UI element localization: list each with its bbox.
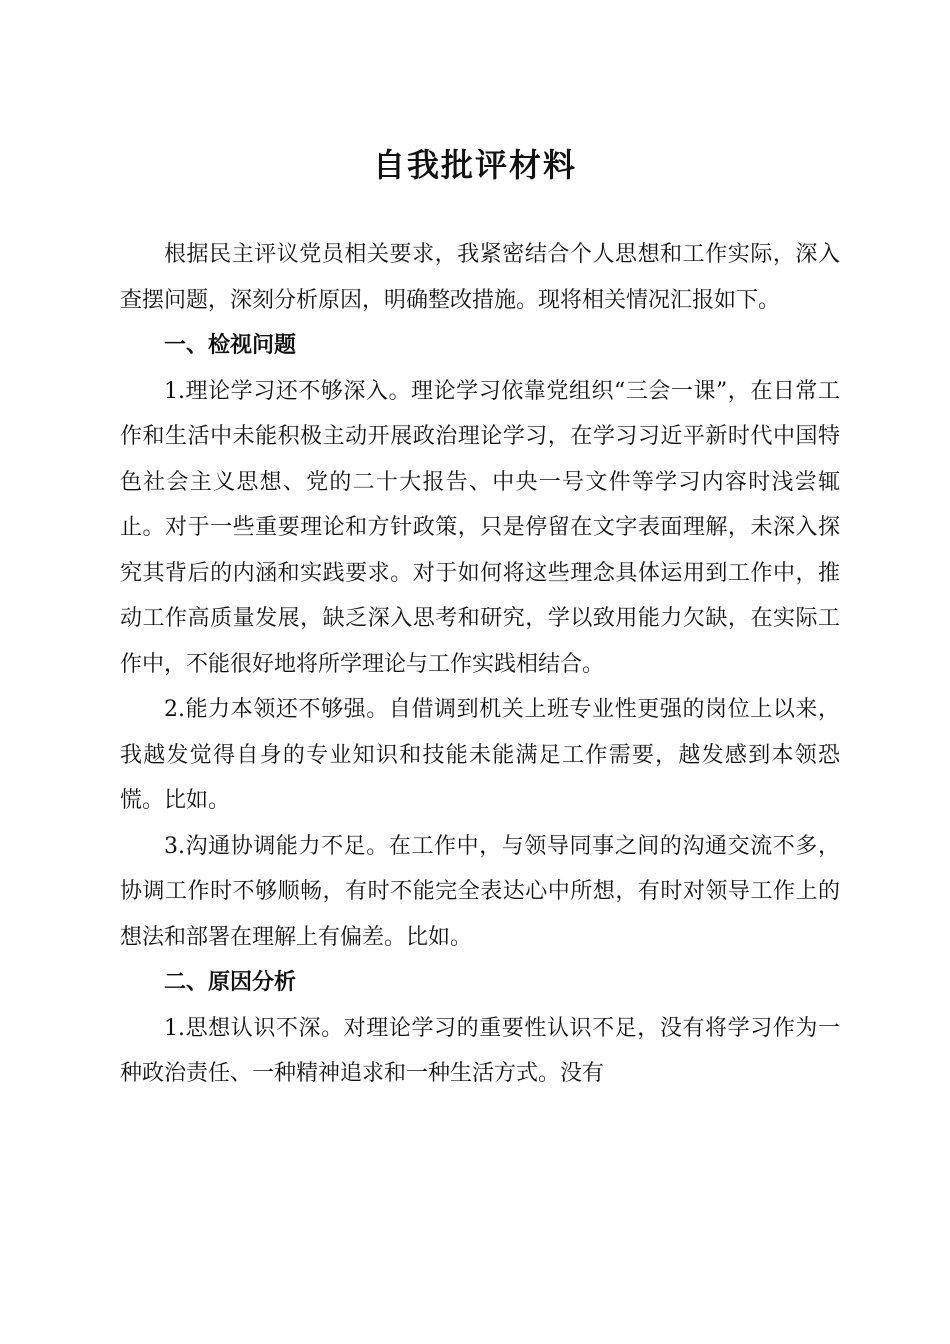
intro-paragraph: 根据民主评议党员相关要求，我紧密结合个人思想和工作实际，深入查摆问题，深刻分析原因，明确整改措施。现将相关情况汇报如下。 — [120, 242, 840, 313]
section-heading-causes: 二、原因分析 — [164, 970, 297, 995]
paragraph-theory-study: 1.理论学习还不够深入。理论学习依靠党组织“三会一课”，在日常工作和生活中未能积极主动开展政治理论学习，在学习习近平新时代中国特色社会主义思想、党的二十大报告、中央一号文件等学习内容时浅尝辄止。对于一些重要理论和方针政策，只是停留在文字表面理解，未深入探究其背后的内涵和实践要求。对于如何将这些理念具体运用到工作中，推动工作高质量发展，缺乏深入思考和研究，学以致用能力欠缺，在实际工作中，不能很好地将所学理论与工作实践相结合。 — [120, 378, 840, 677]
paragraph-ideology: 1.思想认识不深。对理论学习的重要性认识不足，没有将学习作为一种政治责任、一种精神追求和一种生活方式。没有 — [120, 1015, 840, 1086]
document-title: 自我批评材料 — [372, 146, 577, 184]
document-body — [120, 232, 840, 1097]
section-heading-problems: 一、检视问题 — [164, 333, 297, 358]
paragraph-ability: 2.能力本领还不够强。自借调到机关上班专业性更强的岗位上以来，我越发觉得自身的专业知识和技能未能满足工作需要，越发感到本领恐慌。比如。 — [120, 697, 840, 813]
paragraph-communication: 3.沟通协调能力不足。在工作中，与领导同事之间的沟通交流不多，协调工作时不够顺畅，有时不能完全表达心中所想，有时对领导工作上的想法和部署在理解上有偏差。比如。 — [120, 833, 840, 950]
